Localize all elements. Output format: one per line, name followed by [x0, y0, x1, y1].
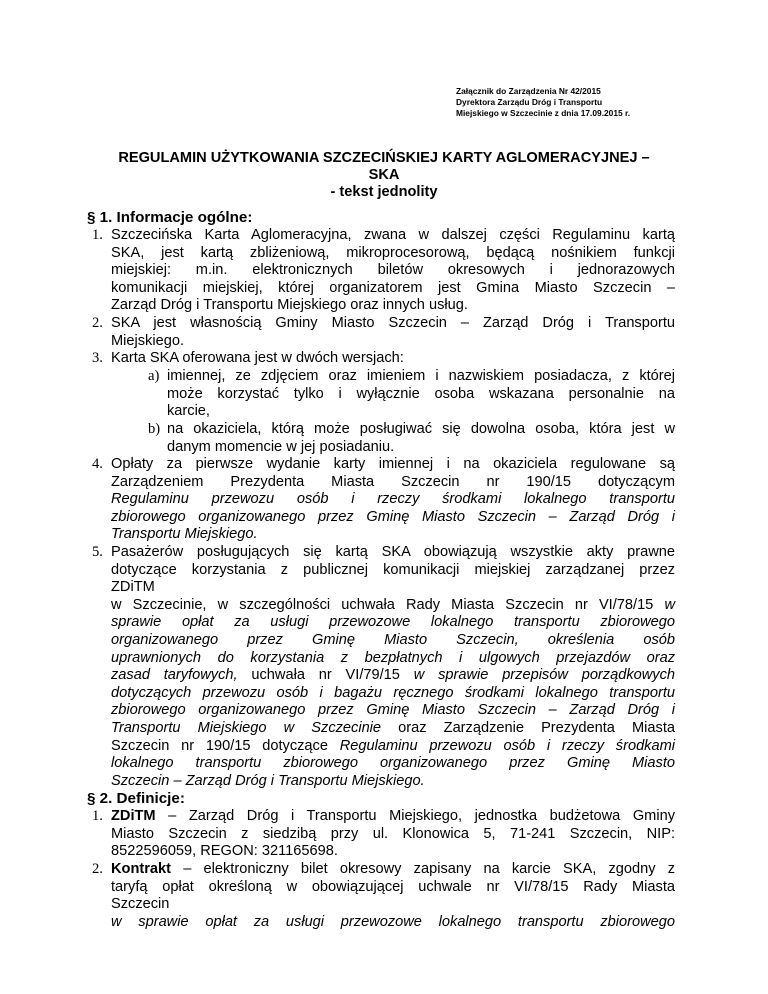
text-line: Szczecin – Zarząd Dróg i Transportu Miejskiego. — [111, 772, 425, 789]
item-number: 2. — [92, 315, 103, 331]
item-number: 2. — [92, 861, 103, 877]
text-segment: Transportu Miejskiego w Szczecinie — [111, 719, 382, 736]
definition-term: Kontrakt — [111, 861, 171, 877]
text-line — [111, 720, 675, 738]
text-line: na okaziciela, którą może posługiwać się dowolna osoba, która jest w — [167, 421, 675, 437]
item-number: 4. — [92, 456, 103, 472]
text-line — [111, 738, 675, 756]
text-line: ZDiTM — [111, 579, 155, 596]
annex-line: Miejskiego w Szczecinie z dnia 17.09.2015 r. — [456, 108, 631, 118]
annex-line: Dyrektora Zarządu Dróg i Transportu — [456, 97, 603, 107]
list-item — [111, 808, 675, 861]
text-line: lokalnego transportu zbiorowego organizowanego przez Gminę Miasto — [111, 755, 675, 772]
section-1-heading: § 1. Informacje ogólne: — [87, 209, 253, 226]
text-line: 8522596059, REGON: 321165698. — [111, 843, 338, 860]
list-item — [111, 227, 675, 315]
text-segment: – elektroniczny bilet okresowy zapisany na karcie SKA, zgodny z — [183, 861, 675, 877]
text-segment: w — [664, 596, 675, 613]
text-line: Szczecin — [111, 896, 170, 913]
text-line: Miasto Szczecin z siedzibą przy ul. Klonowica 5, 71-241 Szczecin, NIP: — [111, 825, 675, 842]
text-line: dotyczących przewozu osób i bagażu ręcznego środkami lokalnego transportu — [111, 684, 675, 701]
text-line — [111, 597, 675, 615]
text-segment: oraz Zarządzenie Prezydenta Miasta — [398, 719, 675, 736]
definition-term: ZDiTM — [111, 808, 156, 824]
text-line — [111, 808, 675, 826]
text-line: Opłaty za pierwsze wydanie karty imiennej i na okaziciela regulowane są — [111, 456, 675, 472]
text-line: dotyczące korzystania z publicznej komunikacji miejskiej zarządzanej przez — [111, 561, 675, 578]
subitem-letter: b) — [148, 421, 161, 437]
annex-line: Załącznik do Zarządzenia Nr 42/2015 — [456, 86, 601, 96]
text-line — [111, 667, 675, 685]
section-2-heading: § 2. Definicje: — [87, 790, 185, 807]
title-line: REGULAMIN UŻYTKOWANIA SZCZECIŃSKIEJ KARTY AGLOMERACYJNEJ – — [118, 150, 650, 166]
item-number: 5. — [92, 544, 103, 560]
text-segment: w Szczecinie, w szczególności uchwała Rady Miasta Szczecin nr VI/78/15 — [111, 596, 654, 613]
text-line: Szczecińska Karta Aglomeracyjna, zwana w dalszej części Regulaminu kartą — [111, 227, 675, 243]
title-line: SKA — [368, 167, 400, 183]
list-item — [111, 544, 675, 790]
subitem-letter: a) — [148, 368, 160, 384]
text-line: Transportu Miejskiego. — [111, 526, 258, 543]
text-segment: uchwała nr VI/79/15 — [251, 667, 400, 684]
list-item — [111, 315, 675, 350]
list-item — [111, 456, 675, 544]
text-line — [111, 861, 675, 879]
text-line: komunikacji miejskiej, której organizatorem jest Gmina Miasto Szczecin – — [111, 279, 675, 296]
item-number: 3. — [92, 350, 103, 366]
text-line: Karta SKA oferowana jest w dwóch wersjach: — [111, 350, 404, 366]
text-line: danym momencie w jej posiadaniu. — [167, 438, 395, 455]
text-segment: w sprawie przepisów porządkowych — [413, 667, 675, 684]
item-number: 1. — [92, 227, 103, 243]
annex-note — [456, 86, 630, 119]
list-item — [111, 350, 675, 368]
text-line: Regulaminu przewozu osób i rzeczy środkami lokalnego transportu — [111, 491, 675, 508]
text-line: sprawie opłat za usługi przewozowe lokalnego transportu zbiorowego — [111, 614, 675, 631]
text-line: uprawnionych do korzystania z bezpłatnych i ulgowych przejazdów oraz — [111, 649, 675, 666]
text-line: Zarząd Dróg i Transportu Miejskiego oraz innych usług. — [111, 297, 468, 314]
document-title — [0, 150, 768, 201]
text-line: w sprawie opłat za usługi przewozowe lokalnego transportu zbiorowego — [111, 913, 675, 930]
item-number: 1. — [92, 808, 103, 824]
text-segment: – Zarząd Dróg i Transportu Miejskiego, jednostka budżetowa Gminy — [168, 808, 675, 824]
text-segment: Szczecin nr 190/15 dotyczące — [111, 737, 328, 754]
sub-list-item — [167, 421, 675, 456]
text-line: organizowanego przez Gminę Miasto Szczecin, określenia osób — [111, 631, 675, 648]
text-line: taryfą opłat określoną w obowiązującej uchwale nr VI/78/15 Rady Miasta — [111, 878, 675, 895]
text-line: SKA, jest kartą zbliżeniową, mikroprocesorową, będącą nośnikiem funkcji — [111, 244, 675, 261]
text-line: SKA jest własnością Gminy Miasto Szczecin – Zarząd Dróg i Transportu — [111, 315, 675, 331]
text-line: miejskiej: m.in. elektronicznych biletów okresowych i jednorazowych — [111, 262, 675, 279]
list-item — [111, 861, 675, 931]
sub-list-item — [167, 368, 675, 421]
text-line: Zarządzeniem Prezydenta Miasta Szczecin nr 190/15 dotyczącym — [111, 473, 675, 490]
text-line: zbiorowego organizowanego przez Gminę Miasto Szczecin – Zarząd Dróg i — [111, 702, 675, 719]
text-line: imiennej, ze zdjęciem oraz imieniem i nazwiskiem posiadacza, z której — [167, 368, 675, 384]
text-segment: Regulaminu przewozu osób i rzeczy środkami — [339, 737, 675, 754]
text-line: karcie, — [167, 403, 210, 420]
text-line: Miejskiego. — [111, 332, 184, 349]
text-segment: zasad taryfowych, — [111, 667, 238, 684]
text-line: Pasażerów posługujących się kartą SKA obowiązują wszystkie akty prawne — [111, 544, 675, 560]
text-line: zbiorowego organizowanego przez Gminę Miasto Szczecin – Zarząd Dróg i — [111, 508, 675, 525]
text-line: może korzystać tylko i wyłącznie osoba wskazana personalnie na — [167, 385, 675, 402]
title-subtitle: - tekst jednolity — [330, 184, 438, 200]
